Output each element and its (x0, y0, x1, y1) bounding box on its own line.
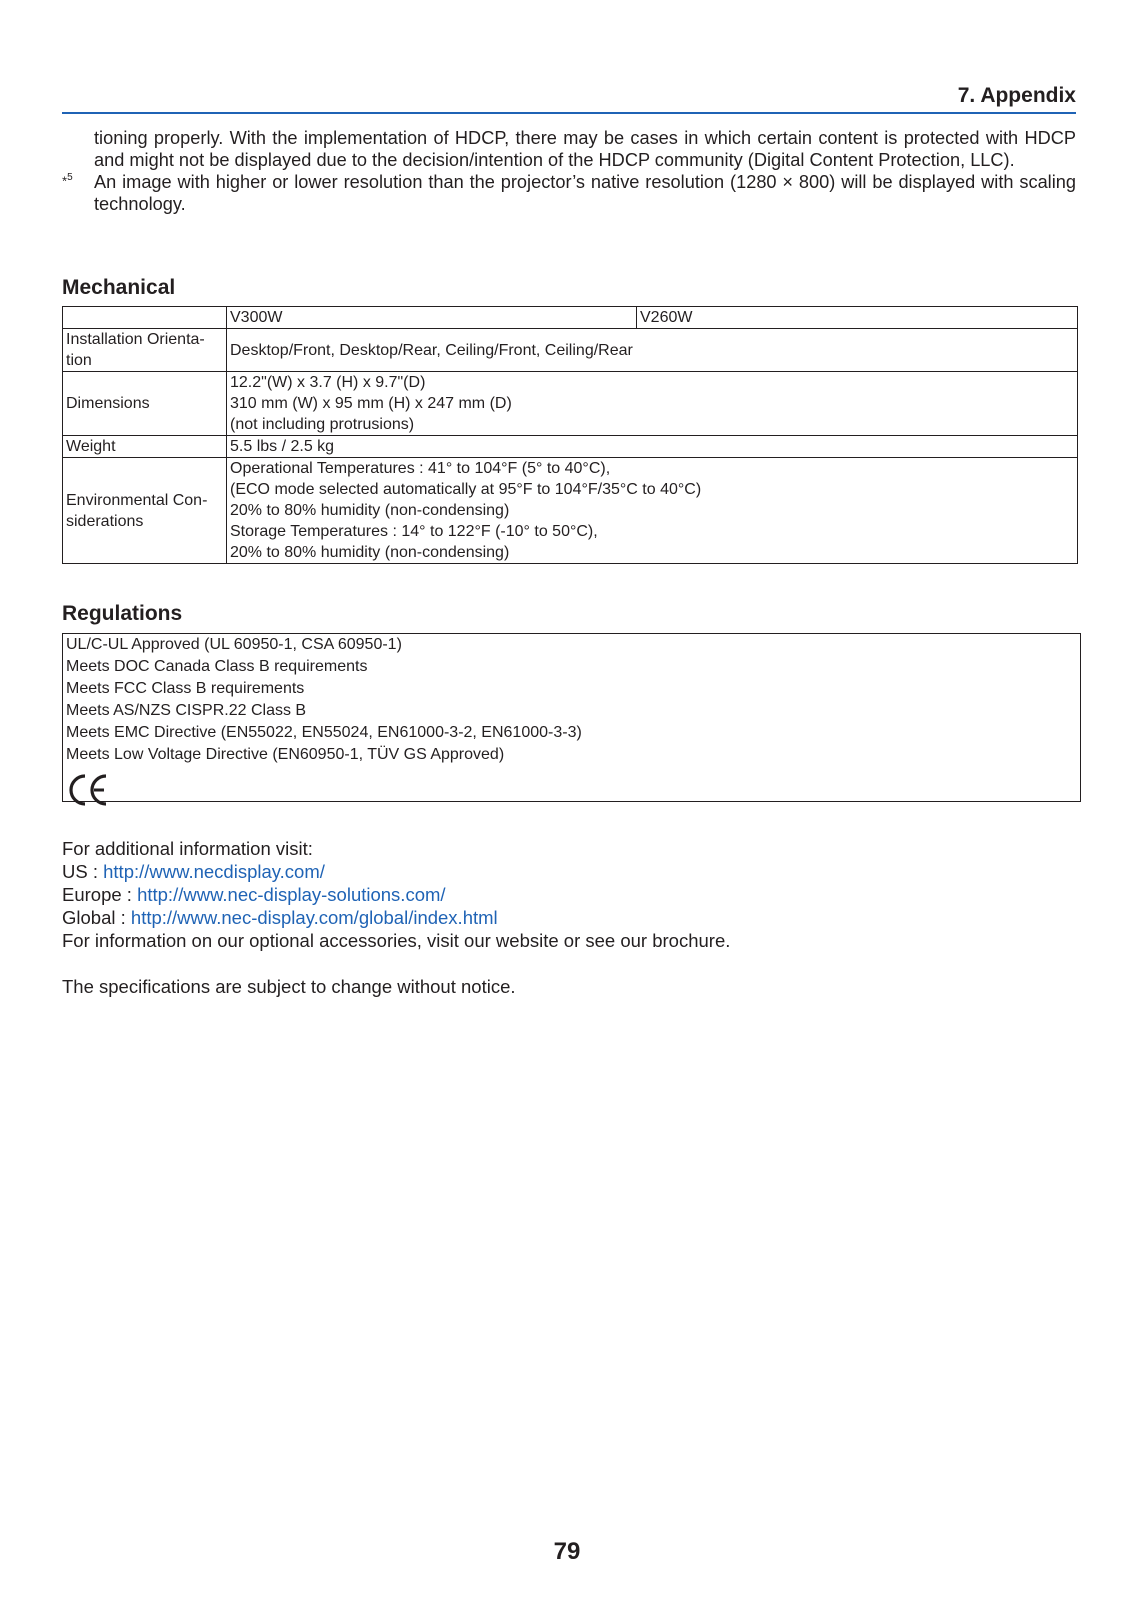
mechanical-heading: Mechanical (62, 276, 176, 299)
row-label: Installation Orienta- tion (63, 329, 227, 372)
footnote-marker (62, 167, 73, 192)
value-line: 12.2"(W) x 3.7 (H) x 9.7"(D) (230, 374, 426, 391)
row-value (227, 436, 1078, 458)
table-row-environmental (63, 458, 1078, 564)
us-line (62, 860, 1076, 883)
us-link[interactable]: http://www.necdisplay.com/ (103, 861, 325, 882)
row-value (227, 458, 1078, 564)
value-line: (ECO mode selected automatically at 95°F to 104°F/35°C to 40°C) (230, 481, 702, 498)
row-value (227, 372, 1078, 436)
global-link[interactable]: http://www.nec-display.com/global/index.html (130, 907, 498, 928)
value-line: Desktop/Front, Desktop/Rear, Ceiling/Front, Ceiling/Rear (230, 341, 633, 359)
value-line: 20% to 80% humidity (non-condensing) (230, 544, 510, 561)
value-line: Operational Temperatures : 41° to 104°F (5° to 40°C), (230, 460, 611, 477)
regulation-item: Meets AS/NZS CISPR.22 Class B (66, 702, 307, 719)
regulations-heading: Regulations (62, 602, 183, 625)
header-cell-v300w: V300W (227, 307, 637, 329)
europe-label: Europe : (62, 884, 132, 905)
footnote-text: An image with higher or lower resolution than the projector’s native resolution (1280 × 800) will be displayed with scaling technology. (94, 172, 1076, 214)
value-line: (not including protrusions) (230, 416, 415, 433)
table-row-installation (63, 329, 1078, 372)
table-row-weight (63, 436, 1078, 458)
footnote-number: 5 (67, 172, 73, 183)
table-header-row (63, 307, 1078, 329)
europe-link[interactable]: http://www.nec-display-solutions.com/ (137, 884, 446, 905)
continued-paragraph: tioning properly. With the implementation of HDCP, there may be cases in which certain content is protected with HDCP and might not be displayed due to the decision/intention of the HDCP community (Digital Content Protection, LLC). (94, 128, 1076, 170)
regulation-item: UL/C-UL Approved (UL 60950-1, CSA 60950-1) (66, 636, 402, 653)
row-label: Weight (63, 436, 227, 458)
intro-text (62, 127, 1076, 215)
row-label: Environmental Con- siderations (63, 458, 227, 564)
notice-text: The specifications are subject to change without notice. (62, 976, 516, 997)
mechanical-table (62, 306, 1078, 564)
value-line: 5.5 lbs / 2.5 kg (230, 438, 335, 455)
visit-label: For additional information visit: (62, 838, 313, 859)
regulation-item: Meets EMC Directive (EN55022, EN55024, EN61000-3-2, EN61000-3-3) (66, 724, 582, 741)
section-title: 7. Appendix (957, 84, 1076, 107)
accessories-text: For information on our optional accessories, visit our website or see our brochure. (62, 930, 731, 951)
regulation-item: Meets DOC Canada Class B requirements (66, 658, 368, 675)
regulation-item: Meets FCC Class B requirements (66, 680, 305, 697)
europe-line (62, 883, 1076, 906)
row-value (227, 329, 1078, 372)
ce-mark-icon (66, 772, 110, 808)
value-line: 310 mm (W) x 95 mm (H) x 247 mm (D) (230, 395, 512, 412)
additional-info (62, 837, 1076, 998)
regulation-item: Meets Low Voltage Directive (EN60950-1, TÜV GS Approved) (66, 746, 505, 763)
global-line (62, 906, 1076, 929)
footnote-5 (62, 171, 1076, 215)
header-cell-empty (63, 307, 227, 329)
value-line: 20% to 80% humidity (non-condensing) (230, 502, 510, 519)
page-header (62, 84, 1076, 114)
value-line: Storage Temperatures : 14° to 122°F (-10° to 50°C), (230, 523, 598, 540)
row-label: Dimensions (63, 372, 227, 436)
regulations-box (62, 633, 1081, 802)
table-row-dimensions (63, 372, 1078, 436)
us-label: US : (62, 861, 98, 882)
footnote-asterisk: * (62, 173, 68, 189)
global-label: Global : (62, 907, 126, 928)
page-number: 79 (553, 1538, 581, 1565)
header-cell-v260w: V260W (637, 307, 1078, 329)
